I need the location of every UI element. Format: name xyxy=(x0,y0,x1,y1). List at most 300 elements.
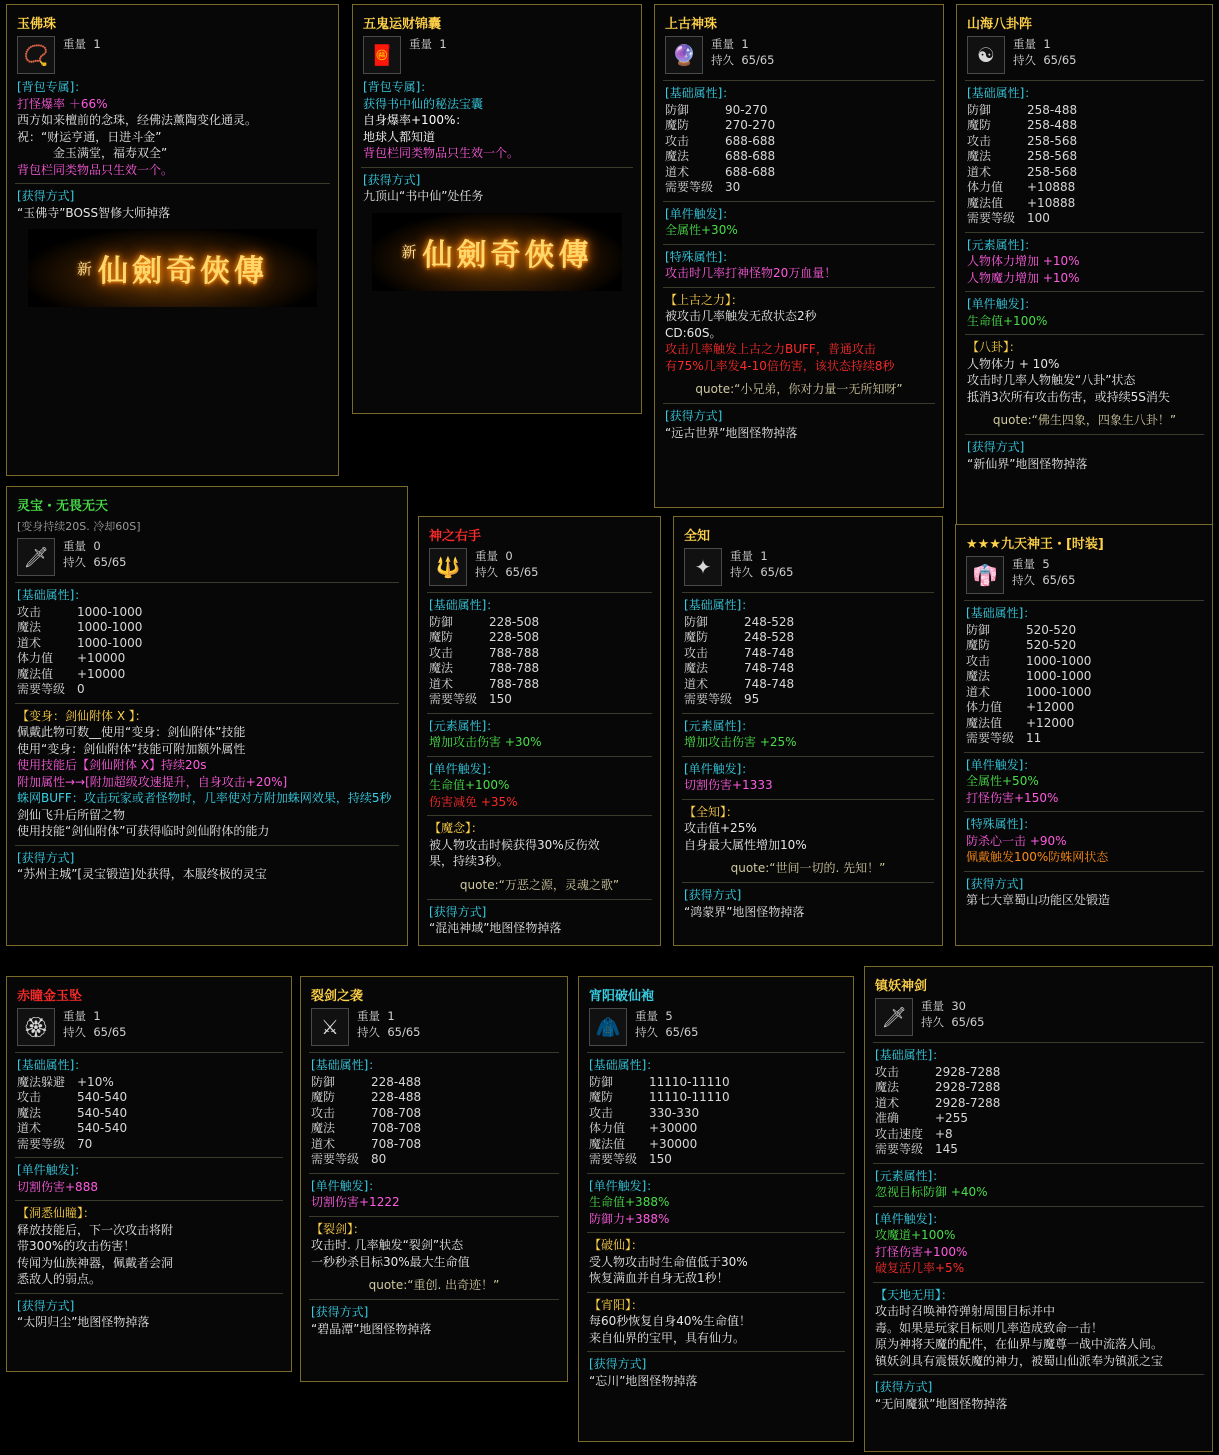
item-weight xyxy=(1013,36,1076,52)
item-tooltip-zhenyaoshenjian xyxy=(864,966,1213,1452)
stat-label: 攻击 xyxy=(429,645,454,660)
flavor-quote: quote:“佛生四象，四象生八卦！” xyxy=(992,413,1177,427)
stat-row xyxy=(967,165,1204,181)
durability-label: 持久 xyxy=(357,1025,380,1039)
divider xyxy=(873,1282,1204,1283)
weight-label: 重量 xyxy=(921,999,944,1013)
stats-header: [基础属性]： xyxy=(17,588,87,602)
item-durability xyxy=(63,554,126,570)
stat-row xyxy=(589,1090,845,1106)
item-title: 五鬼运财锦囊 xyxy=(363,17,442,32)
stat-label: 道术 xyxy=(665,164,690,179)
tooltip-line: 攻魔道+100% xyxy=(875,1228,956,1242)
tooltip-line: 被人物攻击时候获得30%反伤效 xyxy=(429,837,600,852)
stat-label: 魔法值 xyxy=(967,195,1004,210)
tooltip-line: 打怪伤害+150% xyxy=(966,790,1059,805)
tooltip-line: 人物体力 + 10% xyxy=(967,356,1060,371)
stat-value: 540-540 xyxy=(77,1105,128,1120)
stat-row xyxy=(17,1075,283,1091)
stat-value: 11 xyxy=(1026,731,1042,745)
stat-row xyxy=(429,692,652,708)
stat-label: 魔防 xyxy=(429,630,454,644)
item-header xyxy=(875,998,1204,1036)
stat-label: 防御 xyxy=(966,622,991,637)
weight-label: 重量 xyxy=(1013,37,1036,51)
stat-row xyxy=(589,1106,845,1122)
stat-row xyxy=(684,692,934,708)
item-header xyxy=(684,548,934,586)
tooltip-line: 生命值+388% xyxy=(589,1195,670,1209)
item-weight xyxy=(730,548,793,564)
tooltip-line: 攻击时几率人物触发“八卦”状态 xyxy=(967,373,1136,387)
stat-value: 100 xyxy=(1027,211,1050,225)
tooltip-line: 受人物攻击时生命值低于30% xyxy=(589,1254,748,1269)
item-durability xyxy=(1012,572,1075,588)
item-title: 宵阳破仙袍 xyxy=(589,989,655,1004)
tooltip-line: 【魔念】： xyxy=(429,821,484,835)
item-subtitle: [变身持续20S. 冷却60S] xyxy=(17,520,141,533)
item-weight xyxy=(63,36,101,52)
stat-value: 688-688 xyxy=(725,149,776,163)
stat-value: 688-688 xyxy=(725,133,776,148)
durability-label: 持久 xyxy=(730,565,753,579)
tooltip-line: 人物魔力增加 +10% xyxy=(967,270,1080,285)
item-tooltip-yufozhu xyxy=(6,4,339,476)
tooltip-line: 打怪伤害+100% xyxy=(875,1244,968,1259)
tooltip-line: [获得方式] xyxy=(17,1298,75,1313)
item-title: 上古神珠 xyxy=(665,17,718,32)
tooltip-line: [背包专属]： xyxy=(17,80,87,94)
divider xyxy=(663,80,935,81)
weight-label: 重量 xyxy=(63,37,86,51)
tooltip-line: [单件触发]： xyxy=(966,757,1036,772)
tooltip-line: 传闻为仙族神器，佩戴者会洞 xyxy=(17,1255,174,1270)
weight-value: 1 xyxy=(93,1009,101,1023)
tooltip-line: 背包栏同类物品只生效一个。 xyxy=(17,162,174,177)
eye-orb-icon: ✦ xyxy=(684,548,722,586)
stat-row xyxy=(589,1121,845,1137)
item-title: 山海八卦阵 xyxy=(967,17,1033,32)
item-meta xyxy=(475,548,538,580)
stat-row xyxy=(684,630,934,646)
item-header xyxy=(17,36,330,74)
weight-label: 重量 xyxy=(1012,557,1035,571)
tooltip-line: “玉佛寺”BOSS智修大师掉落 xyxy=(17,205,171,220)
stat-label: 魔法 xyxy=(665,149,690,163)
item-tooltip-shenzhiyoushou xyxy=(418,516,661,946)
stat-label: 需要等级 xyxy=(429,692,478,706)
stat-row xyxy=(665,165,935,181)
weight-label: 重量 xyxy=(409,37,432,51)
item-tooltip-lingbao xyxy=(6,486,408,946)
divider xyxy=(965,232,1204,233)
tooltip-line: 祝：“财运亨通，日进斗金” xyxy=(17,129,162,144)
weight-value: 0 xyxy=(505,549,513,563)
stats-header: [基础属性]： xyxy=(429,598,499,612)
tooltip-line: 一秒秒杀目标30%最大生命值 xyxy=(311,1254,470,1269)
divider xyxy=(682,882,934,883)
stat-value: +12000 xyxy=(1026,700,1075,714)
durability-value: 65/65 xyxy=(505,565,539,579)
divider xyxy=(427,713,652,714)
tooltip-line: 【变身：剑仙附体 X 】： xyxy=(17,708,147,723)
stat-row xyxy=(966,669,1204,685)
stat-row xyxy=(966,716,1204,732)
stat-row xyxy=(684,646,934,662)
stat-label: 道术 xyxy=(17,1121,42,1135)
durability-value: 65/65 xyxy=(665,1025,699,1039)
tooltip-line: 原为神将天魔的配件，在仙界与魔尊一战中流落人间。 xyxy=(875,1337,1164,1351)
item-durability xyxy=(921,1014,984,1030)
tooltip-line: 释放技能后，下一次攻击将附 xyxy=(17,1222,174,1237)
durability-label: 持久 xyxy=(63,555,86,569)
divider xyxy=(964,871,1204,872)
tooltip-line: [获得方式] xyxy=(875,1380,933,1394)
weight-value: 1 xyxy=(741,37,749,51)
tooltip-line: “忘川”地图怪物掉落 xyxy=(589,1373,698,1388)
tooltip-line: [单件触发]： xyxy=(429,761,499,776)
tooltip-line: “太阴归尘”地图怪物掉落 xyxy=(17,1315,150,1329)
stat-label: 防御 xyxy=(429,614,454,629)
stat-label: 防御 xyxy=(311,1074,336,1089)
stat-row xyxy=(966,685,1204,701)
tooltip-line: 切割伤害+1333 xyxy=(684,778,773,792)
logo-title: 仙劍奇俠傳 xyxy=(98,254,268,289)
tooltip-line: [单件触发]： xyxy=(665,206,735,221)
stat-label: 防御 xyxy=(967,102,992,117)
stats-header: [基础属性]： xyxy=(311,1058,381,1072)
tooltip-line: 使用“变身：剑仙附体”技能可附加额外属性 xyxy=(17,741,246,756)
item-meta xyxy=(730,548,793,580)
tooltip-line: 防杀心一击 +90% xyxy=(966,833,1067,848)
tooltip-line: 果，持续3秒。 xyxy=(429,854,509,868)
tooltip-line: 毒。如果是玩家目标则几率造成致命一击！ xyxy=(875,1320,1104,1335)
divider xyxy=(964,811,1204,812)
stat-row xyxy=(967,118,1204,134)
stat-value: 708-708 xyxy=(371,1105,422,1120)
tooltip-line: 每60秒恢复自身40%生命值！ xyxy=(589,1314,751,1328)
flavor-quote: quote:“万恶之源，灵魂之歌” xyxy=(459,877,620,892)
divider xyxy=(15,1157,283,1158)
stat-row xyxy=(17,682,399,698)
item-weight xyxy=(63,538,126,554)
durability-label: 持久 xyxy=(635,1025,658,1039)
stat-value: 70 xyxy=(77,1136,93,1151)
tooltip-line: 切割伤害+888 xyxy=(17,1179,98,1194)
stat-label: 魔防 xyxy=(967,118,992,132)
item-tooltip-chitongjinyuzhui xyxy=(6,976,292,1372)
tooltip-line: “混沌神域”地图怪物掉落 xyxy=(429,921,562,935)
stat-value: 11110-11110 xyxy=(649,1090,730,1104)
stat-value: +10000 xyxy=(77,651,126,665)
item-meta xyxy=(63,1008,126,1040)
stat-row xyxy=(684,661,934,677)
weight-value: 1 xyxy=(1043,37,1051,51)
divider xyxy=(965,80,1204,81)
stat-row xyxy=(17,1090,283,1106)
tooltip-line: [单件触发]： xyxy=(17,1163,87,1177)
item-meta xyxy=(63,36,101,52)
stat-label: 道术 xyxy=(966,684,991,699)
logo-title: 仙劍奇俠傳 xyxy=(422,237,593,273)
tooltip-line: 获得书中仙的秘法宝囊 xyxy=(363,96,484,111)
stat-label: 体力值 xyxy=(17,651,54,665)
stat-label: 需要等级 xyxy=(966,731,1015,745)
stat-label: 道术 xyxy=(311,1136,336,1151)
divider xyxy=(663,287,935,288)
stat-value: 145 xyxy=(935,1142,958,1156)
item-meta xyxy=(1013,36,1076,68)
durability-value: 65/65 xyxy=(741,53,775,67)
stat-value: 540-540 xyxy=(77,1090,128,1104)
game-logo xyxy=(372,213,622,291)
stat-value: 30 xyxy=(725,180,741,194)
durability-label: 持久 xyxy=(1013,53,1036,67)
item-title: 赤瞳金玉坠 xyxy=(17,989,83,1004)
item-weight xyxy=(475,548,538,564)
stat-row xyxy=(665,118,935,134)
weight-value: 0 xyxy=(93,539,101,553)
item-meta xyxy=(921,998,984,1030)
stat-row xyxy=(875,1096,1204,1112)
stat-label: 道术 xyxy=(684,676,709,691)
item-header xyxy=(967,36,1204,74)
tooltip-line: 攻击时. 几率触发“裂剑”状态 xyxy=(311,1238,464,1252)
divider xyxy=(682,592,934,593)
divider xyxy=(15,703,399,704)
divider xyxy=(682,799,934,800)
sword-icon: 🗡 xyxy=(875,998,913,1036)
lucky-pouch-icon: 🧧 xyxy=(363,36,401,74)
divider xyxy=(15,1200,283,1201)
divider xyxy=(587,1351,845,1352)
tooltip-line: 【宵阳】： xyxy=(589,1297,644,1312)
stat-label: 魔防 xyxy=(589,1090,614,1104)
stats-header: [基础属性]： xyxy=(966,606,1036,620)
stat-label: 需要等级 xyxy=(875,1142,924,1156)
stat-label: 魔法 xyxy=(966,669,991,683)
item-tooltip-shanhaibagua xyxy=(956,4,1213,526)
tooltip-line: [获得方式] xyxy=(17,189,75,203)
divider xyxy=(587,1173,845,1174)
stat-row xyxy=(17,667,399,683)
stat-value: 1000-1000 xyxy=(77,620,143,634)
tooltip-line: [元素属性]： xyxy=(875,1168,945,1183)
stat-label: 魔法 xyxy=(875,1080,900,1094)
tooltip-line: 使用技能“剑仙附体”可获得临时剑仙附体的能力 xyxy=(17,824,270,838)
item-meta xyxy=(635,1008,698,1040)
tooltip-line: [获得方式] xyxy=(665,409,723,423)
tooltip-line: 恢复满血并自身无敌1秒！ xyxy=(589,1271,729,1285)
stat-value: +30000 xyxy=(649,1136,698,1151)
stat-value: 708-708 xyxy=(371,1136,422,1151)
stat-row xyxy=(665,149,935,165)
robe-icon: 🧥 xyxy=(589,1008,627,1046)
tooltip-line: 【洞悉仙瞳】： xyxy=(17,1206,96,1220)
item-meta xyxy=(409,36,447,52)
item-durability xyxy=(63,1024,126,1040)
item-weight xyxy=(409,36,447,52)
flavor-quote: quote:“小兄弟，你对力量一无所知呀” xyxy=(695,382,903,396)
stat-value: +255 xyxy=(935,1111,968,1125)
tooltip-line: 西方如来檀前的念珠，经佛法薰陶变化通灵。 xyxy=(17,113,258,127)
stat-label: 魔法 xyxy=(684,661,709,675)
game-logo xyxy=(28,229,318,307)
item-title: 玉佛珠 xyxy=(17,17,57,32)
tooltip-line: 生命值+100% xyxy=(967,313,1048,328)
stat-row xyxy=(684,677,934,693)
stat-row xyxy=(967,134,1204,150)
stat-label: 攻击 xyxy=(875,1064,900,1079)
divider xyxy=(587,1232,845,1233)
stat-value: 228-508 xyxy=(489,614,540,629)
stats-header: [基础属性]： xyxy=(665,86,735,100)
stat-row xyxy=(429,646,652,662)
tooltip-line: 伤害减免 +35% xyxy=(429,794,518,809)
tooltip-line: [获得方式] xyxy=(17,850,75,865)
stat-value: 95 xyxy=(744,692,760,706)
stat-row xyxy=(967,180,1204,196)
stat-value: 2928-7288 xyxy=(935,1064,1001,1079)
tooltip-line: 【天地无用】： xyxy=(875,1287,954,1302)
divider xyxy=(427,899,652,900)
stat-row xyxy=(966,638,1204,654)
stat-row xyxy=(17,605,399,621)
stat-value: 748-748 xyxy=(744,661,795,675)
stat-value: 248-528 xyxy=(744,614,795,629)
stat-value: 90-270 xyxy=(725,102,768,117)
stat-label: 魔法 xyxy=(429,661,454,675)
divider xyxy=(965,291,1204,292)
stat-value: 788-788 xyxy=(489,661,540,675)
divider xyxy=(361,167,633,168)
stat-label: 需要等级 xyxy=(17,1136,66,1151)
tooltip-line: “碧晶潭”地图怪物掉落 xyxy=(311,1321,432,1336)
divider xyxy=(15,1052,283,1053)
stat-value: 11110-11110 xyxy=(649,1074,730,1089)
stat-label: 魔防 xyxy=(966,638,991,652)
stat-label: 攻击 xyxy=(684,645,709,660)
stat-label: 魔法 xyxy=(17,1105,42,1120)
stat-row xyxy=(875,1111,1204,1127)
weight-label: 重量 xyxy=(357,1009,380,1023)
stat-label: 攻击 xyxy=(311,1105,336,1120)
stat-row xyxy=(17,651,399,667)
stat-label: 魔防 xyxy=(684,630,709,644)
stat-value: 520-520 xyxy=(1026,638,1077,652)
tooltip-line: 【上古之力】： xyxy=(665,292,744,307)
tooltip-line: 抵消3次所有攻击伤害，或持续5S消失 xyxy=(967,389,1170,404)
stat-label: 魔法 xyxy=(311,1121,336,1135)
stat-row xyxy=(311,1152,559,1168)
stat-label: 道术 xyxy=(967,164,992,179)
tooltip-line: 佩戴触发100%防蛛网状态 xyxy=(966,850,1109,864)
stat-row xyxy=(17,1106,283,1122)
item-weight xyxy=(921,998,984,1014)
tooltip-line: [单件触发]： xyxy=(967,297,1037,311)
stat-row xyxy=(967,211,1204,227)
item-title: 神之右手 xyxy=(429,529,482,544)
stat-row xyxy=(875,1080,1204,1096)
stat-value: 788-788 xyxy=(489,645,540,660)
tooltip-line: 来自仙界的宝甲，具有仙力。 xyxy=(589,1330,746,1345)
tooltip-line: 带300%的攻击伤害！ xyxy=(17,1239,136,1253)
stat-label: 需要等级 xyxy=(967,211,1016,225)
tooltip-line: 【破仙】： xyxy=(589,1238,644,1252)
tooltip-line: [背包专属]： xyxy=(363,80,433,94)
divider xyxy=(309,1216,559,1217)
stat-label: 攻击 xyxy=(665,133,690,148)
stat-row xyxy=(589,1075,845,1091)
item-tooltip-wuguiyuncai xyxy=(352,4,642,414)
tooltip-line: [获得方式] xyxy=(589,1357,647,1371)
tooltip-line: 防御力+388% xyxy=(589,1211,670,1226)
durability-value: 65/65 xyxy=(760,565,794,579)
stat-row xyxy=(875,1127,1204,1143)
stat-value: 80 xyxy=(371,1152,387,1166)
tooltip-line: “无间魔狱”地图怪物掉落 xyxy=(875,1396,1008,1411)
stat-label: 魔法值 xyxy=(589,1136,626,1151)
stat-value: 1000-1000 xyxy=(1026,684,1092,699)
stat-value: 258-568 xyxy=(1027,164,1078,179)
weight-label: 重量 xyxy=(63,1009,86,1023)
stat-label: 防御 xyxy=(665,102,690,117)
stat-row xyxy=(589,1137,845,1153)
divider xyxy=(964,600,1204,601)
stat-row xyxy=(17,1121,283,1137)
weight-value: 5 xyxy=(665,1009,673,1023)
prayer-beads-icon: 📿 xyxy=(17,36,55,74)
stats-header: [基础属性]： xyxy=(875,1048,945,1062)
stat-row xyxy=(665,103,935,119)
item-tooltip-quanzhi xyxy=(673,516,943,946)
divider xyxy=(873,1163,1204,1164)
stat-row xyxy=(429,615,652,631)
stat-row xyxy=(875,1065,1204,1081)
stat-label: 攻击 xyxy=(17,604,42,619)
tooltip-line: 攻击几率触发上古之力BUFF，普通攻击 xyxy=(665,342,876,356)
stat-label: 魔法值 xyxy=(17,666,54,681)
divider xyxy=(15,845,399,846)
stat-value: 2928-7288 xyxy=(935,1095,1001,1110)
stats-header: [基础属性]： xyxy=(967,86,1037,100)
durability-label: 持久 xyxy=(63,1025,86,1039)
divider xyxy=(309,1052,559,1053)
item-title: ★★★九天神王・[时装] xyxy=(966,537,1104,552)
stat-row xyxy=(966,623,1204,639)
item-meta xyxy=(711,36,774,68)
item-meta xyxy=(63,538,126,570)
stat-label: 道术 xyxy=(875,1095,900,1110)
weight-value: 1 xyxy=(760,549,768,563)
item-header xyxy=(665,36,935,74)
item-durability xyxy=(730,564,793,580)
tooltip-line: 增加攻击伤害 +30% xyxy=(429,735,542,749)
stat-row xyxy=(311,1137,559,1153)
stat-label: 魔防 xyxy=(665,118,690,132)
item-tooltip-liejianzhixi xyxy=(300,976,568,1382)
weight-value: 1 xyxy=(439,37,447,51)
tooltip-line: 使用技能后【剑仙附体 X】持续20s xyxy=(17,758,207,772)
tooltip-line: 背包栏同类物品只生效一个。 xyxy=(363,146,520,160)
stat-row xyxy=(665,134,935,150)
broken-sword-icon: ⚔ xyxy=(311,1008,349,1046)
stat-value: 1000-1000 xyxy=(77,635,143,650)
tooltip-line: 蛛网BUFF：攻击玩家或者怪物时，几率使对方附加蛛网效果，持续5秒 xyxy=(17,791,392,805)
item-header xyxy=(966,556,1204,594)
stat-row xyxy=(17,636,399,652)
weight-label: 重量 xyxy=(635,1009,658,1023)
